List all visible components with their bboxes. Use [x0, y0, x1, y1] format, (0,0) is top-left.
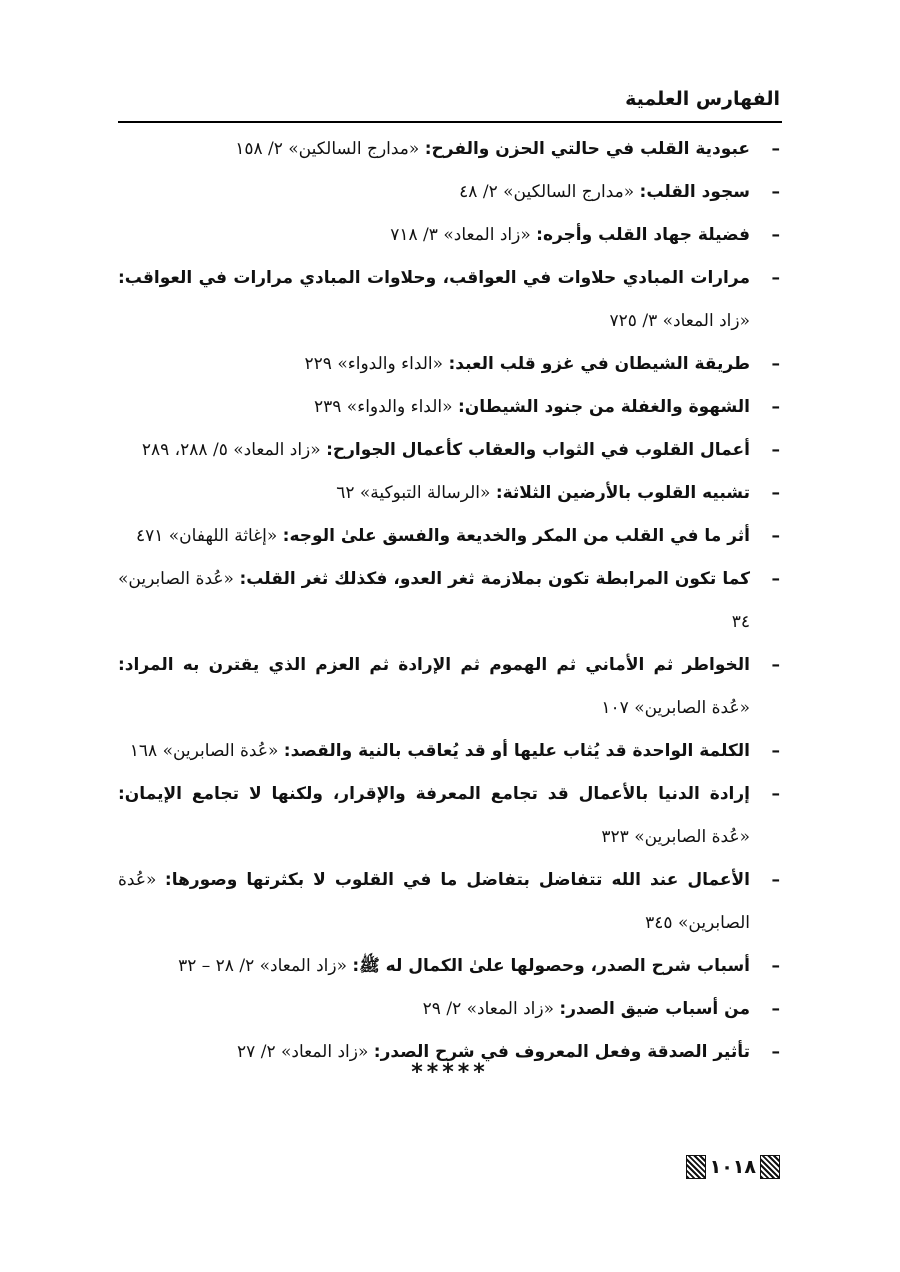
dash-bullet: –	[771, 956, 780, 976]
ornament-left-icon	[686, 1155, 706, 1179]
dash-bullet: –	[771, 354, 780, 374]
index-entry	[118, 429, 780, 472]
entry-reference: «عُدة الصابرين» ٣٤	[118, 569, 750, 632]
entry-reference: «زاد المعاد» ٣/ ٧٢٥	[609, 311, 750, 331]
dash-bullet: –	[771, 655, 780, 675]
index-entry	[118, 773, 780, 859]
entry-topic: أسباب شرح الصدر، وحصولها علىٰ الكمال له ﷺ:	[352, 956, 750, 976]
entry-reference: «زاد المعاد» ٢/ ٢٨ – ٣٢	[178, 956, 348, 976]
index-entry	[118, 472, 780, 515]
dash-bullet: –	[771, 526, 780, 546]
dash-bullet: –	[771, 870, 780, 890]
entry-topic: الكلمة الواحدة قد يُثاب عليها أو قد يُعاقب بالنية والقصد:	[283, 741, 750, 761]
index-entry	[118, 644, 780, 730]
entry-reference: «زاد المعاد» ٢/ ٢٩	[422, 999, 554, 1019]
entry-topic: الشهوة والغفلة من جنود الشيطان:	[457, 397, 750, 417]
index-entry	[118, 730, 780, 773]
index-entry	[118, 515, 780, 558]
dash-bullet: –	[771, 182, 780, 202]
entry-topic: أعمال القلوب في الثواب والعقاب كأعمال الجوارح:	[326, 440, 750, 460]
dash-bullet: –	[771, 397, 780, 417]
entry-topic: إرادة الدنيا بالأعمال قد تجامع المعرفة والإقرار، ولكنها لا تجامع الإيمان:	[118, 784, 750, 804]
dash-bullet: –	[771, 569, 780, 589]
dash-bullet: –	[771, 741, 780, 761]
dash-bullet: –	[771, 268, 780, 288]
ornament-right-icon	[760, 1155, 780, 1179]
entry-reference: «مدارج السالكين» ٢/ ٤٨	[459, 182, 635, 202]
entry-reference: «عُدة الصابرين» ١٠٧	[601, 698, 750, 718]
index-entry	[118, 558, 780, 644]
entry-reference: «الداء والدواء» ٢٣٩	[314, 397, 453, 417]
dash-bullet: –	[771, 784, 780, 804]
entry-reference: «الرسالة التبوكية» ٦٢	[336, 483, 491, 503]
entry-topic: الخواطر ثم الأماني ثم الهموم ثم الإرادة ثم العزم الذي يقترن به المراد:	[118, 655, 750, 675]
entry-reference: «عُدة الصابرين» ٣٢٣	[601, 827, 750, 847]
entry-reference: «مدارج السالكين» ٢/ ١٥٨	[235, 139, 420, 159]
entry-topic: سجود القلب:	[639, 182, 750, 202]
index-entry	[118, 257, 780, 343]
entry-reference: «زاد المعاد» ٥/ ٢٨٨، ٢٨٩	[141, 440, 321, 460]
page-footer	[686, 1155, 780, 1179]
index-entry	[118, 171, 780, 214]
entry-topic: الأعمال عند الله تتفاضل بتفاضل ما في القلوب لا بكثرتها وصورها:	[164, 870, 751, 890]
entry-topic: كما تكون المرابطة تكون بملازمة ثغر العدو، فكذلك ثغر القلب:	[239, 569, 751, 589]
entry-reference: «زاد المعاد» ٣/ ٧١٨	[390, 225, 531, 245]
entry-topic: أثر ما في القلب من المكر والخديعة والفسق علىٰ الوجه:	[282, 526, 750, 546]
dash-bullet: –	[771, 440, 780, 460]
entry-reference: «عُدة الصابرين» ١٦٨	[129, 741, 279, 761]
entry-topic: طريقة الشيطان في غزو قلب العبد:	[448, 354, 750, 374]
dash-bullet: –	[771, 999, 780, 1019]
page-header-title: الفهارس العلمية	[625, 88, 780, 110]
dash-bullet: –	[771, 139, 780, 159]
index-entry	[118, 343, 780, 386]
index-entry	[118, 859, 780, 945]
entry-topic: تشبيه القلوب بالأرضين الثلاثة:	[495, 483, 750, 503]
entry-topic: من أسباب ضيق الصدر:	[559, 999, 750, 1019]
index-entry	[118, 386, 780, 429]
dash-bullet: –	[771, 1042, 780, 1062]
entry-topic: عبودية القلب في حالتي الحزن والفرح:	[424, 139, 750, 159]
entry-topic: مرارات المبادي حلاوات في العواقب، وحلاوات المبادي مرارات في العواقب:	[118, 268, 750, 288]
entry-topic: فضيلة جهاد القلب وأجره:	[536, 225, 750, 245]
index-entry	[118, 988, 780, 1031]
index-entry	[118, 128, 780, 171]
dash-bullet: –	[771, 483, 780, 503]
header-divider	[118, 121, 782, 123]
entry-topic: تأثير الصدقة وفعل المعروف في شرح الصدر:	[373, 1042, 750, 1062]
index-entry	[118, 945, 780, 988]
index-entry-list	[118, 128, 780, 1074]
page-number: ١٠١٨	[709, 1156, 756, 1178]
entry-reference: «عُدة الصابرين» ٣٤٥	[118, 870, 750, 933]
section-separator-stars: *****	[411, 1060, 489, 1085]
entry-reference: «إغاثة اللهفان» ٤٧١	[135, 526, 278, 546]
index-entry	[118, 214, 780, 257]
dash-bullet: –	[771, 225, 780, 245]
entry-reference: «زاد المعاد» ٢/ ٢٧	[237, 1042, 369, 1062]
entry-reference: «الداء والدواء» ٢٢٩	[304, 354, 444, 374]
